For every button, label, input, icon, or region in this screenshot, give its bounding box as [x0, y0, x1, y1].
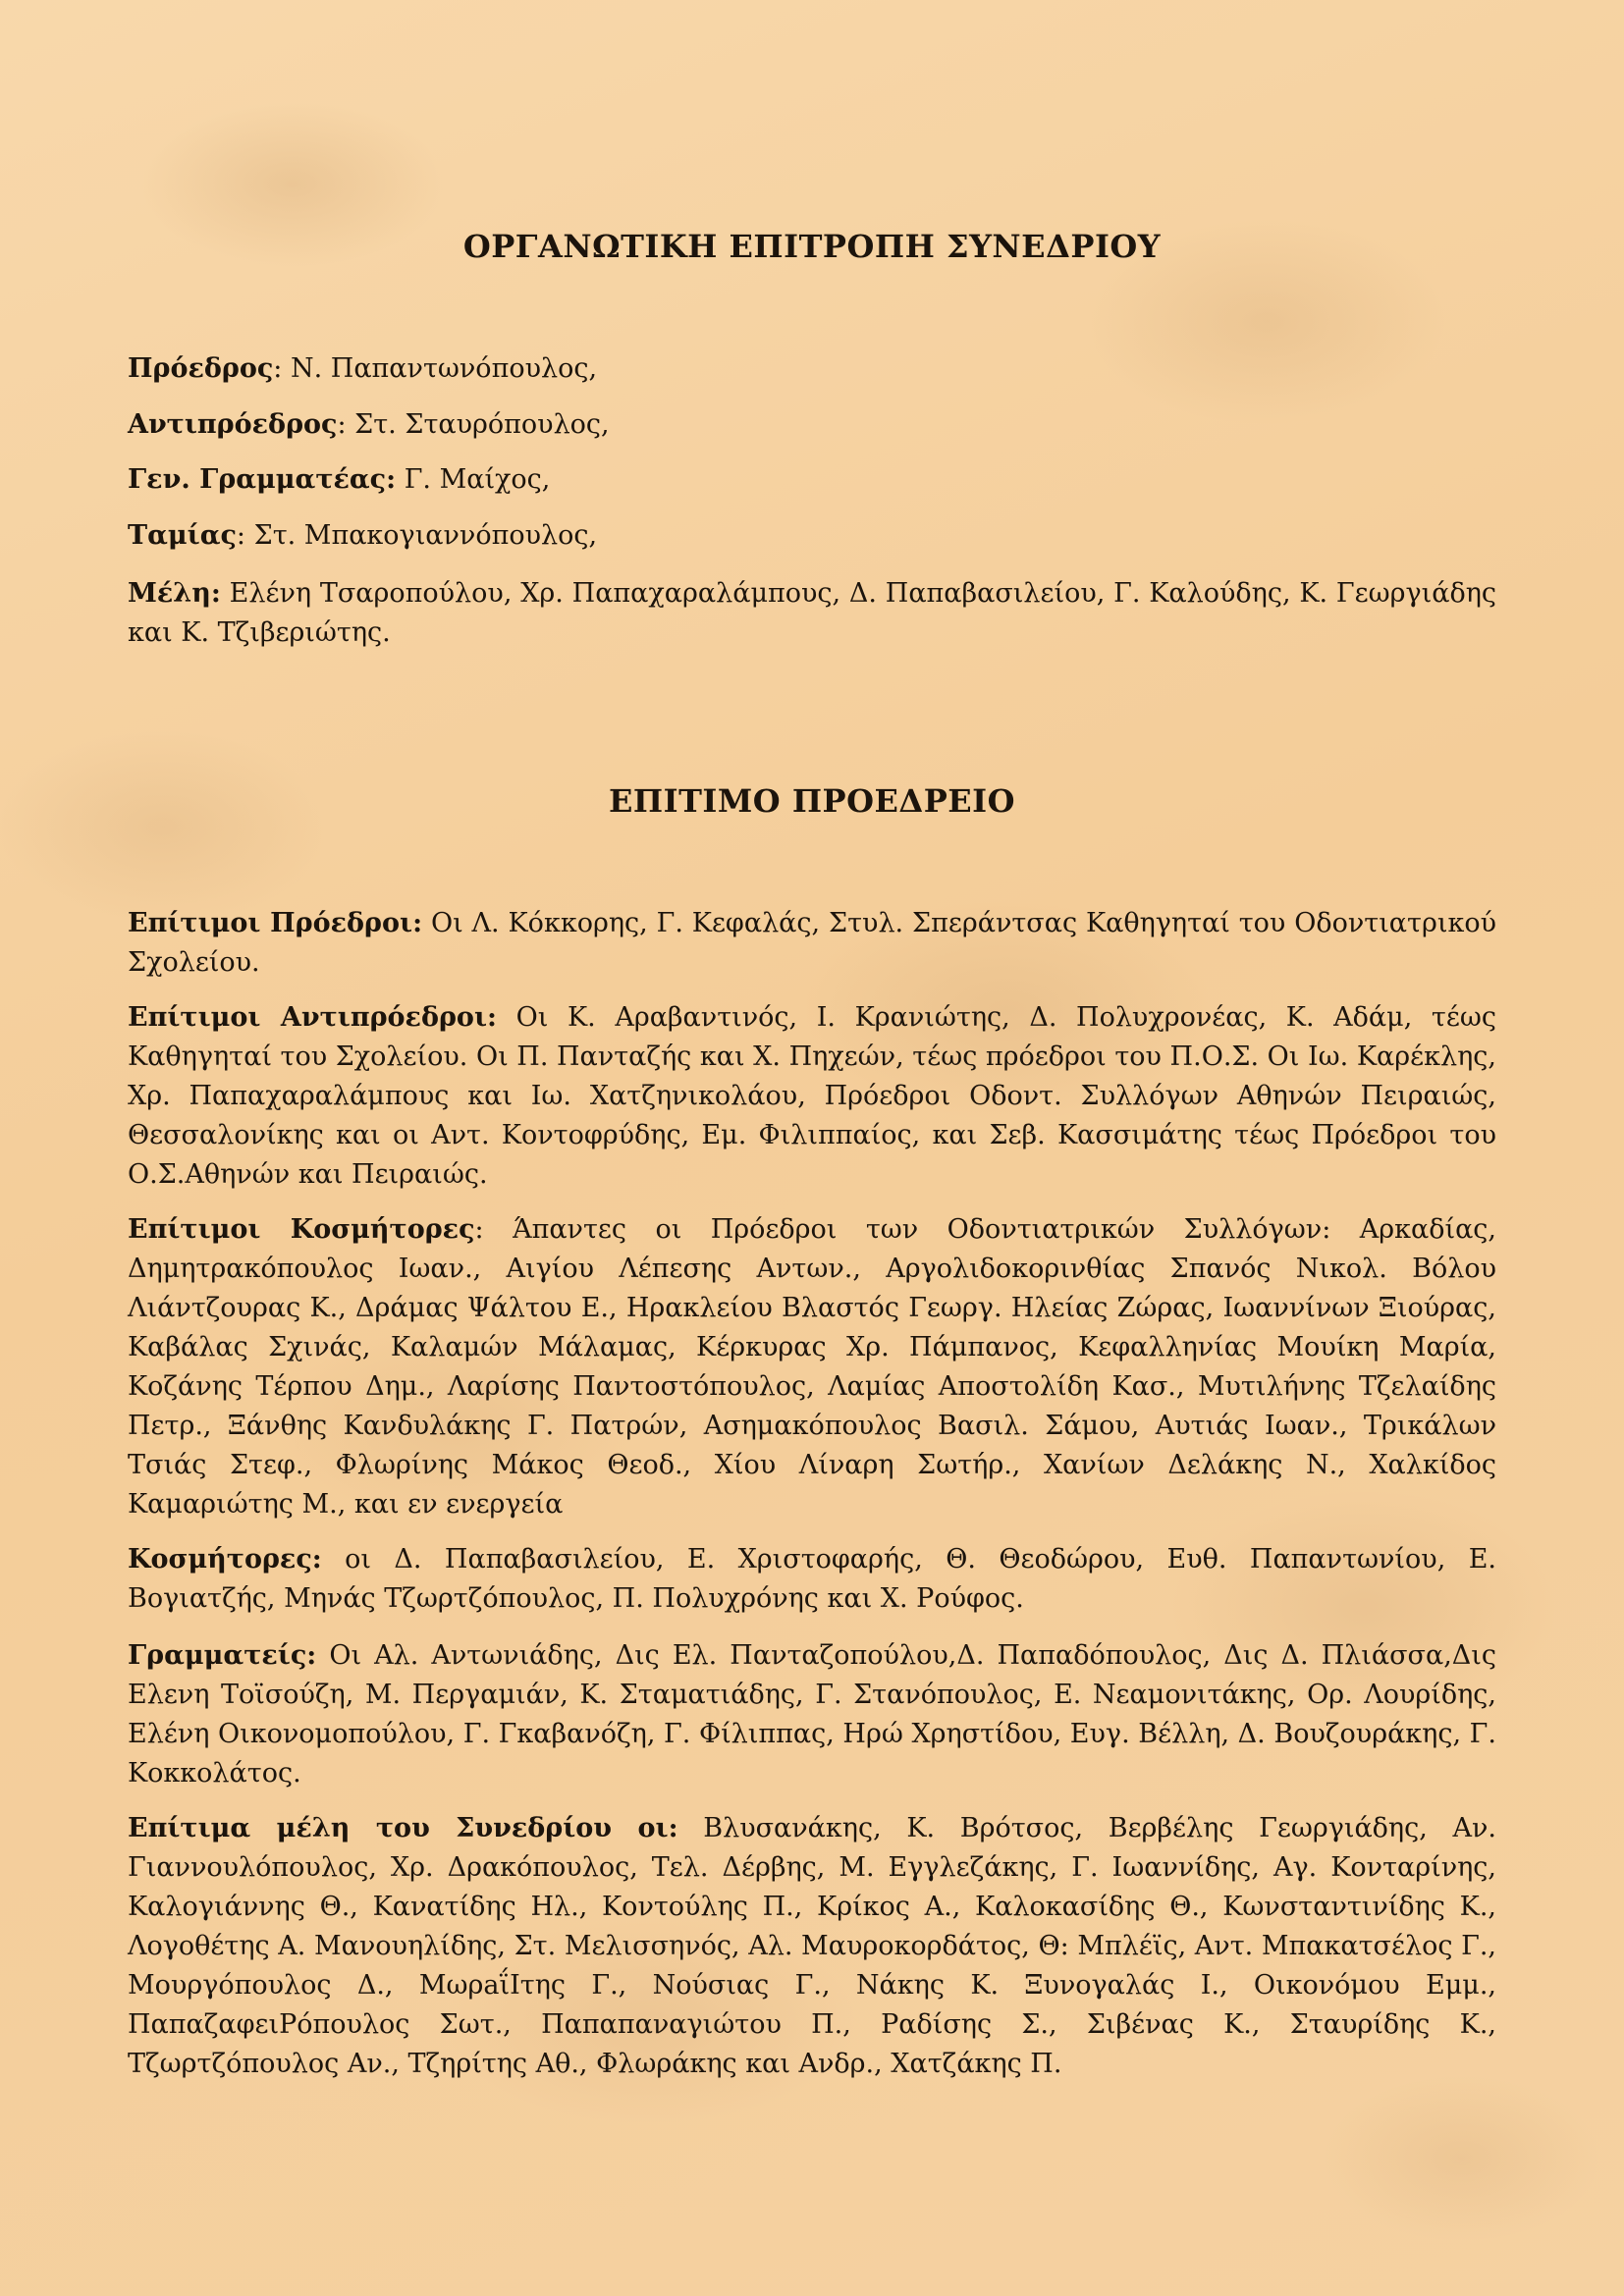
entry-label: Αντιπρόεδρος — [128, 409, 338, 440]
entry-secretaries — [128, 1636, 1496, 1793]
committee-entry-general-secretary — [128, 460, 1496, 500]
entry-label: Πρόεδρος — [128, 353, 274, 384]
entry-label: Επίτιμοι Αντιπρόεδροι: — [128, 1002, 497, 1033]
entry-label: Γεν. Γραμματέας: — [128, 464, 397, 495]
committee-entry-vice-president: Αντιπρόεδρος: Στ. Σταυρόπουλος, — [128, 409, 610, 440]
entry-label: Κοσμήτορες: — [128, 1544, 322, 1575]
entry-text: Ελένη Τσαροπούλου, Χρ. Παπαχαραλάμπους, Δ. Παπαβασιλείου, Γ. Καλούδης, Κ. Γεωργιάδης και Κ. Τζιβεριώτης. — [128, 578, 1496, 648]
entry-text: Οι Αλ. Αντωνιάδης, Δις Ελ. Πανταζοπούλου,Δ. Παπαδόπουλος, Δις Δ. Πλιάσσα,Δις Ελενη Τοϊσούζη, Μ. Περγαμιάν, Κ. Σταματιάδης, Γ. Στανόπουλος, Ε. Νεαμονιτάκης, Ορ. Λουρίδης, Ελένη Οικονομοπούλου, Γ. Γκαβανόζη, Γ. Φίλιππας, Ηρώ Χρηστίδου, Ευγ. Βέλλη, Δ. Βουζουράκης, Γ. Κοκκολάτος. — [128, 1640, 1496, 1789]
entry-text: Άπαντες οι Πρόεδροι των Οδοντιατρικών Συλλόγων: Αρκαδίας, Δημητρακόπουλος Ιωαν., Αιγίου Λέπεσης Αντων., Αργολιδοκορινθίας Σπανός Νικολ. Βόλου Λιάντζουρας Κ., Δράμας Ψάλτου Ε., Ηρακλείου Βλαστός Γεωργ. Ηλείας Ζώρας, Ιωαννίνων Ξιούρας, Καβάλας Σχινάς, Καλαμών Μάλαμας, Κέρκυρας Χρ. Πάμπανος, Κεφαλληνίας Μουίκη Μαρία, Κοζάνης Τέρπου Δημ., Λαρίσης Παντοστόπουλος, Λαμίας Αποστολίδη Κασ., Μυτιλήνης Τζελαίδης Πετρ., Ξάνθης Κανδυλάκης Γ. Πατρών, Ασημακόπουλος Βασιλ. Σάμου, Αυτιάς Ιωαν., Τρικάλων Τσιάς Στεφ., Φλωρίνης Μάκος Θεοδ., Χίου Λίναρη Σωτήρ., Χανίων Δελάκης Ν., Χαλκίδος Καμαριώτης Μ., και εν ενεργεία — [128, 1214, 1497, 1520]
committee-entry-members — [128, 574, 1496, 653]
entry-label: Ταμίας — [128, 520, 237, 551]
entry-text: οι Δ. Παπαβασιλείου, Ε. Χριστοφαρής, Θ. Θεοδώρου, Ευθ. Παπαντωνίου, Ε. Βογιατζής, Μηνάς Τζωρτζόπουλος, Π. Πολυχρόνης και Χ. Ρούφος. — [128, 1544, 1496, 1614]
entry-label: Επίτιμοι Πρόεδροι: — [128, 908, 423, 938]
committee-heading: ΟΡΓΑΝΩΤΙΚΗ ΕΠΙΤΡΟΠΗ ΣΥΝΕΔΡΙΟΥ — [462, 228, 1162, 265]
entry-text: Βλυσανάκης, Κ. Βρότσος, Βερβέλης Γεωργιάδης, Αν. Γιαννουλόπουλος, Χρ. Δρακόπουλος, Τελ. Δέρβης, Μ. Εγγλεζάκης, Γ. Ιωαννίδης, Αγ. Κονταρίνης, Καλογιάννης Θ., Κανατίδης Ηλ., Κοντούλης Π., Κρίκος Α., Καλοκασίδης Θ., Κωνσταντινίδης Κ., Λογοθέτης Α. Μανουηλίδης, Στ. Μελισσηνός, Αλ. Μαυροκορδάτος, Θ: Μπλέϊς, Αντ. Μπακατσέλος Γ., Μουργόπουλος Δ., ΜωρaΐΙτης Γ., Νούσιας Γ., Νάκης Κ. Ξυνογαλάς Ι., Οικονόμου Εμμ., ΠαπαζαφειΡόπουλος Σωτ., Παπαπαναγιώτου Π., Ραδίσης Σ., Σιβένας Κ., Σταυρίδης Κ., Τζωρτζόπουλος Αν., Τζηρίτης Αθ., Φλωράκης και Ανδρ., Χατζάκης Π. — [128, 1813, 1496, 2079]
entry-text: Οι Λ. Κόκκορης, Γ. Κεφαλάς, Στυλ. Σπεράντσας Καθηγηταί του Οδοντιατρικού Σχολείου. — [128, 908, 1496, 978]
honorary-heading: ΕΠΙΤΙΜΟ ΠΡΟΕΔΡΕΙΟ — [609, 782, 1015, 820]
entry-text: Γ. Μαίχος, — [404, 464, 551, 495]
entry-label: Επίτιμα μέλη του Συνεδρίου οι: — [128, 1813, 678, 1843]
entry-text: Οι Κ. Αραβαντινός, Ι. Κρανιώτης, Δ. Πολυχρονέας, Κ. Αδάμ, τέως Καθηγηταί του Σχολείου. Οι Π. Πανταζής και Χ. Πηχεών, τέως πρόεδροι του Π.Ο.Σ. Οι Ιω. Καρέκλης, Χρ. Παπαχαραλάμπους και Ιω. Χατζηνικολάου, Πρόεδροι Οδοντ. Συλλόγων Αθηνών Πειραιώς, Θεσσαλονίκης και οι Αντ. Κοντοφρύδης, Εμ. Φιλιππαίος, και Σεβ. Κασσιμάτης τέως Πρόεδροι του Ο.Σ.Αθηνών και Πειραιώς. — [128, 1002, 1496, 1190]
committee-entry-president: Πρόεδρος: Ν. Παπαντωνόπουλος, — [128, 353, 598, 384]
entry-text: Ν. Παπαντωνόπουλος, — [290, 353, 598, 384]
entry-label: Επίτιμοι Κοσμήτορες — [128, 1214, 475, 1245]
entry-deans — [128, 1540, 1496, 1619]
entry-text: Στ. Σταυρόπουλος, — [354, 409, 610, 440]
entry-label: Γραμματείς: — [128, 1640, 317, 1671]
entry-text: Στ. Μπακογιαννόπουλος, — [253, 520, 598, 551]
honorary-entry-deans: Επίτιμοι Κοσμήτορες: Άπαντες οι Πρόεδροι των Οδοντιατρικών Συλλόγων: Αρκαδίας, Δημητρακόπουλος Ιωαν., Αιγίου Λέπεσης Αντων., Αργολιδοκορινθίας Σπανός Νικολ. Βόλου Λιάντζουρας Κ., Δράμας Ψάλτου Ε., Ηρακλείου Βλαστός Γεωργ. Ηλείας Ζώρας, Ιωαννίνων Ξιούρας, Καβάλας Σχινάς, Καλαμών Μάλαμας, Κέρκυρας Χρ. Πάμπανος, Κεφαλληνίας Μουίκη Μαρία, Κοζάνης Τέρπου Δημ., Λαρίσης Παντοστόπουλος, Λαμίας Αποστολίδη Κασ., Μυτιλήνης Τζελαίδης Πετρ., Ξάνθης Κανδυλάκης Γ. Πατρών, Ασημακόπουλος Βασιλ. Σάμου, Αυτιάς Ιωαν., Τρικάλων Τσιάς Στεφ., Φλωρίνης Μάκος Θεοδ., Χίου Λίναρη Σωτήρ., Χανίων Δελάκης Ν., Χαλκίδος Καμαριώτης Μ., και εν ενεργεία — [128, 1214, 1497, 1520]
honorary-entry-vice-presidents — [128, 998, 1496, 1195]
committee-entry-treasurer: Ταμίας: Στ. Μπακογιαννόπουλος, — [128, 520, 598, 551]
entry-honorary-members — [128, 1809, 1496, 2084]
entry-label: Μέλη: — [128, 578, 221, 609]
honorary-entry-presidents — [128, 904, 1496, 983]
